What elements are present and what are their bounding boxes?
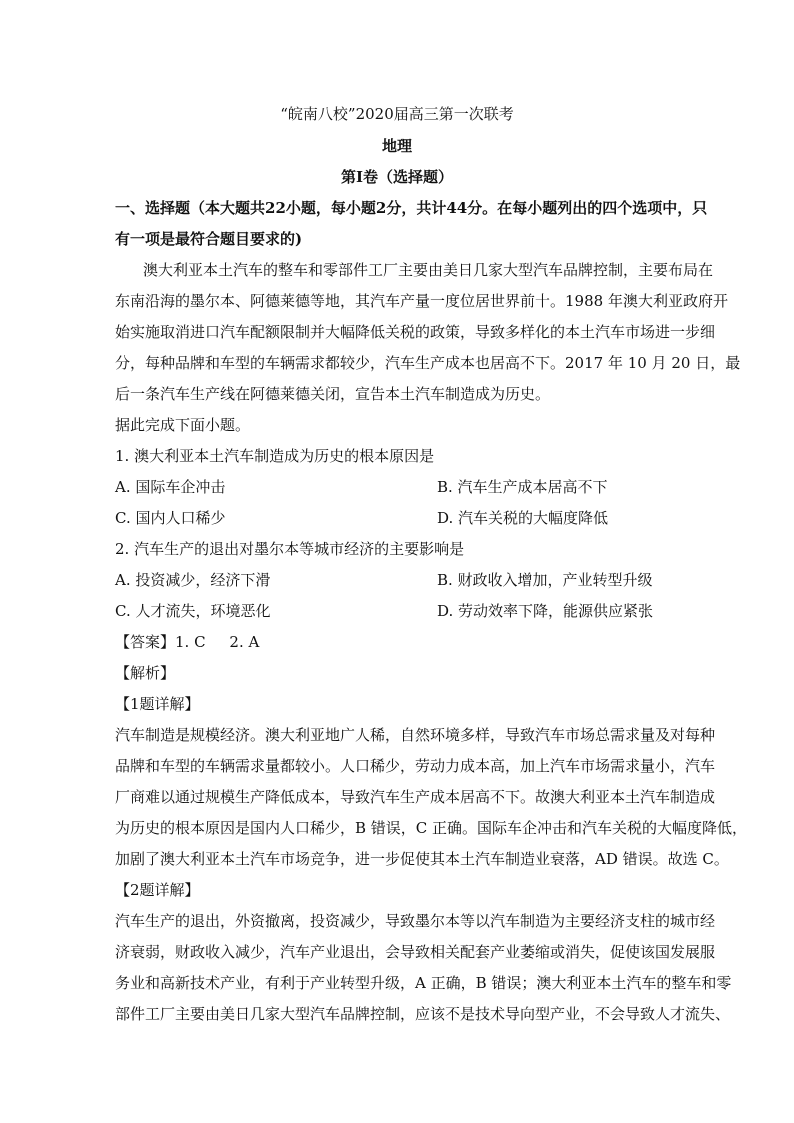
question-1-option-a: A. 国际车企冲击	[115, 478, 226, 496]
detail-1-title: 【1题详解】	[115, 695, 200, 713]
question-2-option-b: B. 财政收入增加，产业转型升级	[437, 571, 653, 589]
passage-line-2: 东南沿海的墨尔本、阿德莱德等地，其汽车产量一度位居世界前十。1988 年澳大利亚政府开	[115, 292, 728, 310]
question-1-option-b: B. 汽车生产成本居高不下	[437, 478, 608, 496]
detail-1-line-1: 汽车制造是规模经济。澳大利亚地广人稀，自然环境多样，导致汽车市场总需求量及对每种	[115, 726, 716, 744]
question-1-option-c: C. 国内人口稀少	[115, 509, 226, 527]
passage-line-3: 始实施取消进口汽车配额限制并大幅降低关税的政策，导致多样化的本土汽车市场进一步细	[115, 323, 716, 341]
detail-1-line-3: 厂商难以通过规模生产降低成本，导致汽车生产成本居高不下。故澳大利亚本土汽车制造成	[115, 788, 716, 806]
volume-title: 第Ⅰ卷（选择题）	[340, 168, 454, 186]
question-2-option-d: D. 劳动效率下降，能源供应紧张	[437, 602, 654, 620]
detail-2-line-3: 务业和高新技术产业，有利于产业转型升级，A 正确，B 错误；澳大利亚本土汽车的整车和零	[115, 974, 732, 992]
question-2-option-a: A. 投资减少，经济下滑	[115, 571, 271, 589]
detail-2-line-1: 汽车生产的退出，外资撤离，投资减少，导致墨尔本等以汽车制造为主要经济支柱的城市经	[115, 912, 716, 930]
section-heading-line-2: 有一项是最符合题目要求的)	[115, 230, 303, 248]
detail-2-title: 【2题详解】	[115, 881, 200, 899]
detail-1-line-2: 品牌和车型的车辆需求量都较小。人口稀少，劳动力成本高，加上汽车市场需求量小，汽车	[115, 757, 716, 775]
subject-title: 地理	[381, 137, 412, 155]
question-1-option-d: D. 汽车关税的大幅度降低	[437, 509, 609, 527]
detail-2-line-2: 济衰弱，财政收入减少，汽车产业退出，会导致相关配套产业萎缩或消失，促使该国发展服	[115, 943, 716, 961]
passage-line-5: 后一条汽车生产线在阿德莱德关闭，宣告本土汽车制造成为历史。	[115, 385, 551, 403]
question-2-option-c: C. 人才流失，环境恶化	[115, 602, 271, 620]
question-1-stem: 1. 澳大利亚本土汽车制造成为历史的根本原因是	[115, 447, 435, 465]
answer-label: 【答案】1. C 2. A	[115, 633, 260, 651]
detail-2-line-4: 部件工厂主要由美日几家大型汽车品牌控制，应该不是技术导向型产业，不会导致人才流失、	[115, 1005, 731, 1023]
passage-line-4: 分，每种品牌和车型的车辆需求都较少，汽车生产成本也居高不下。2017 年 10 月 20 日，最	[115, 354, 741, 372]
detail-1-line-5: 加剧了澳大利亚本土汽车市场竞争，进一步促使其本土汽车制造业衰落，AD 错误。故选 C。	[115, 850, 729, 868]
question-2-stem: 2. 汽车生产的退出对墨尔本等城市经济的主要影响是	[115, 540, 465, 558]
passage-instruction: 据此完成下面小题。	[115, 416, 251, 434]
exam-title: “皖南八校”2020届高三第一次联考	[280, 105, 514, 123]
detail-1-line-4: 为历史的根本原因是国内人口稀少，B 错误，C 正确。国际车企冲击和汽车关税的大幅度降低，	[115, 819, 748, 837]
passage-line-1: 澳大利亚本土汽车的整车和零部件工厂主要由美日几家大型汽车品牌控制，主要布局在	[143, 261, 714, 279]
section-heading-line-1: 一、选择题（本大题共22小题，每小题2分，共计44分。在每小题列出的四个选项中，只	[115, 199, 708, 217]
analysis-label: 【解析】	[115, 664, 176, 682]
